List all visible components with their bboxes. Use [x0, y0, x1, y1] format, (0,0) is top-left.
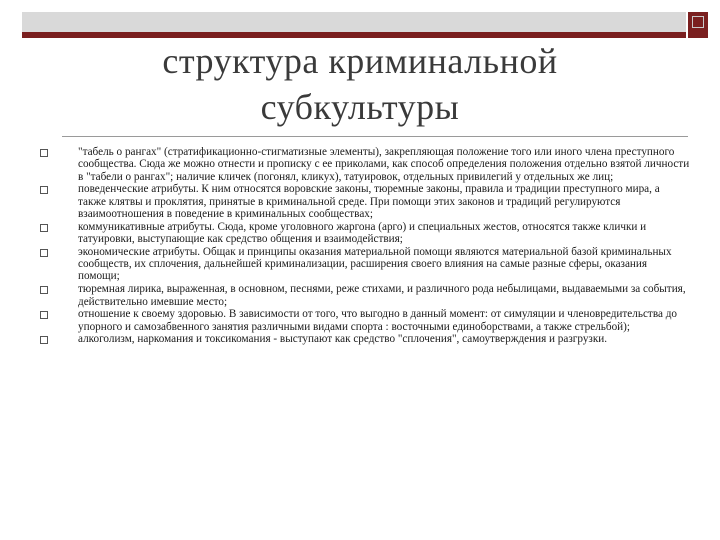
list-item — [40, 308, 690, 333]
hollow-square-bullet-icon — [40, 186, 48, 194]
hollow-square-bullet-icon — [40, 311, 48, 319]
hollow-square-bullet-icon — [40, 224, 48, 232]
top-decorative-bar — [22, 12, 686, 32]
hollow-square-bullet-icon — [40, 149, 48, 157]
list-item — [40, 183, 690, 220]
list-item-text: алкоголизм, наркомания и токсикомания - выступают как средство "сплочения", самоутверждения и разгрузки. — [78, 333, 608, 346]
list-item-text: отношение к своему здоровью. В зависимости от того, что выгодно в данный момент: от симуляции и членовредительства до упорного и самозабвенного занятия различными видами спорта : восточными единоборствами, а также стрельбой); — [78, 308, 677, 333]
hollow-square-bullet-icon — [40, 249, 48, 257]
slide-title-line-1: структура криминальной — [162, 41, 558, 81]
hollow-square-bullet-icon — [40, 286, 48, 294]
list-item — [40, 221, 690, 246]
title-divider — [62, 136, 688, 137]
corner-square-icon — [688, 12, 708, 38]
bullet-list — [40, 146, 690, 346]
list-item — [40, 246, 690, 283]
list-item-text: поведенческие атрибуты. К ним относятся воровские законы, тюремные законы, правила и традиции преступного мира, а также клятвы и проклятия, принятые в криминальной среде. При помощи этих законов и традиций регулируются взаимоотношения в поведение в криминальных сообществах; — [78, 183, 660, 220]
list-item-text: тюремная лирика, выраженная, в основном, песнями, реже стихами, и различного рода небылицами, выдаваемыми за события, действительно имевшие место; — [78, 283, 686, 308]
list-item — [40, 146, 690, 183]
slide-title-line-2: субкультуры — [260, 87, 460, 127]
list-item-text: экономические атрибуты. Общак и принципы оказания материальной помощи являются материальной базой криминальных сообществ, их сплочения, дальнейшей криминализации, расширения своего влияния на самые разные сферы, оказания помощи; — [78, 245, 672, 283]
slide-title — [80, 38, 640, 130]
hollow-square-bullet-icon — [40, 336, 48, 344]
list-item — [40, 333, 690, 345]
list-item-text: "табель о рангах" (стратификационно-стигматизные элементы), закрепляющая положение того или иного члена преступного сообщества. Сюда же можно отнести и прописку с ее приколами, как способ определения положения отдельно взятой личности в "табели о рангах"; наличие кличек (погонял, кликух), татуировок, отдельных привилегий у отдельных же лиц; — [78, 146, 690, 183]
list-item — [40, 283, 690, 308]
list-item-text: коммуникативные атрибуты. Сюда, кроме уголовного жаргона (арго) и специальных жестов, относятся также клички и татуировки, выступающие как средство общения и взаимодействия; — [78, 220, 647, 246]
